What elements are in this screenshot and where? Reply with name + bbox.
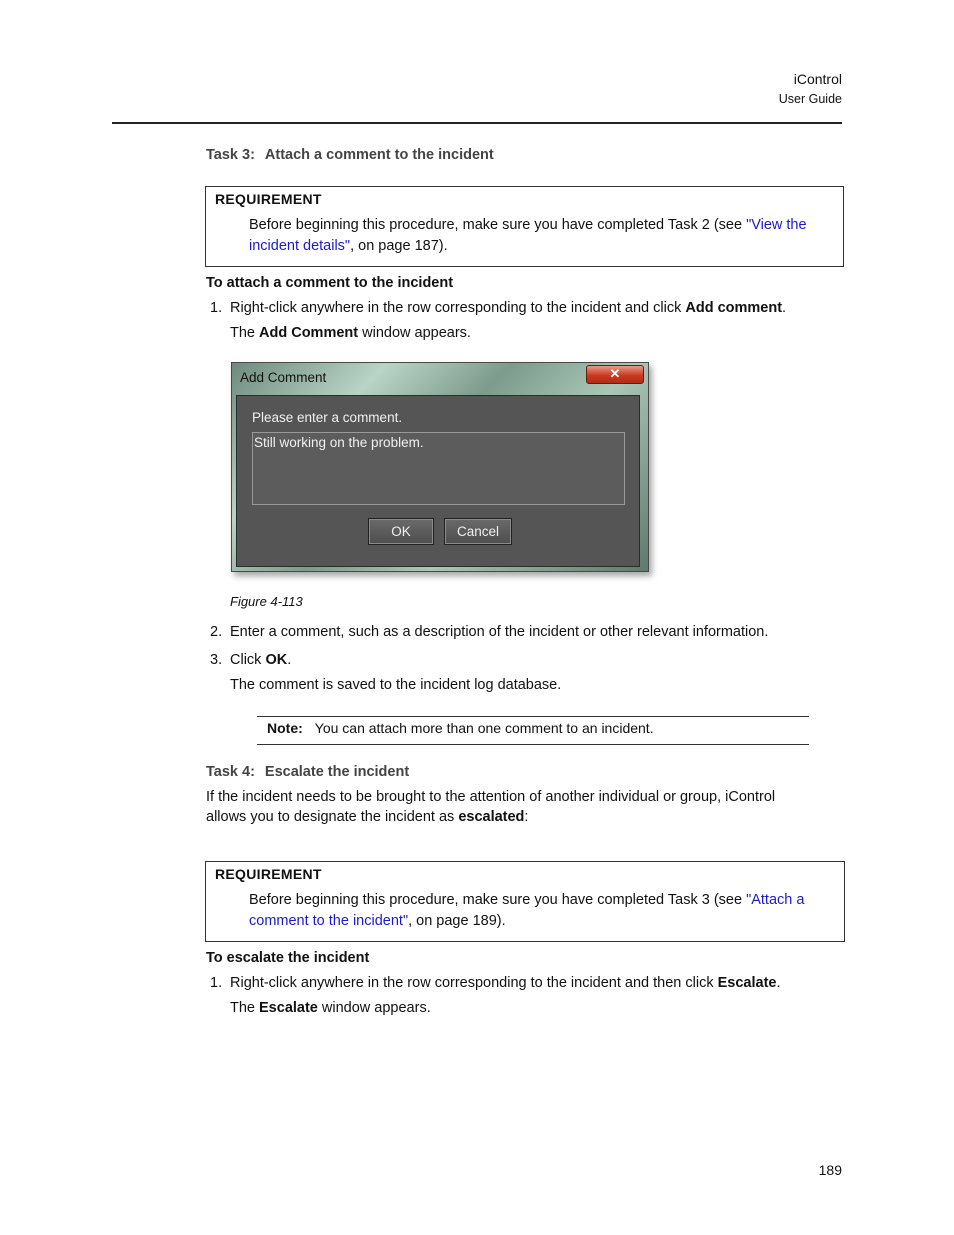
task3-title: Attach a comment to the incident (264, 147, 494, 163)
dialog-close-button[interactable]: ✕ (586, 365, 644, 384)
note-label: Note: (267, 720, 303, 736)
step1-text-a: Right-click anywhere in the row corresponding to the incident and click (230, 300, 686, 316)
t4-step1-result-post: window appears. (317, 1000, 431, 1016)
note-bottom-rule (257, 744, 809, 745)
link-view-incident-details[interactable]: "View the incident details" (249, 217, 807, 254)
task4-intro-line2 (206, 809, 528, 825)
task3-heading (206, 147, 494, 163)
t4-step1-result-bold: Escalate (259, 1000, 318, 1016)
task3-procedure-title: To attach a comment to the incident (206, 275, 454, 291)
task4-step1-text (230, 975, 781, 991)
task3-step2-number: 2. (210, 624, 223, 640)
requirement-label: REQUIREMENT (215, 866, 322, 882)
step1-result-pre: The (230, 325, 260, 341)
link-attach-comment[interactable]: "Attach a comment to the incident" (249, 892, 805, 929)
dialog-prompt: Please enter a comment. (252, 410, 403, 425)
requirement-text (249, 215, 814, 257)
task4-step1-number: 1. (210, 975, 223, 991)
t4-step1-text-b: . (776, 975, 781, 991)
requirement-text-before: Before beginning this procedure, make sure you have completed Task 3 (see (249, 892, 747, 908)
task4-title: Escalate the incident (264, 764, 410, 780)
add-comment-dialog (231, 362, 649, 572)
step1-result-bold: Add Comment (259, 325, 359, 341)
cancel-button[interactable]: Cancel (444, 518, 512, 545)
step1-text-b: . (782, 300, 787, 316)
header-rule (112, 122, 842, 124)
requirement-label: REQUIREMENT (215, 191, 322, 207)
task3-step2-text: Enter a comment, such as a description of the incident or other relevant information. (230, 624, 769, 640)
t4-step1-text-a: Right-click anywhere in the row corresponding to the incident and then click (230, 975, 718, 991)
t4-step1-result-pre: The (230, 1000, 260, 1016)
t4-step1-bold: Escalate (717, 975, 777, 991)
intro-bold: escalated (458, 809, 525, 825)
ok-button[interactable]: OK (368, 518, 434, 545)
header-title: iControl (793, 71, 842, 87)
task3-step1-result (230, 325, 471, 341)
step1-result-post: window appears. (358, 325, 471, 341)
task3-step3-result: The comment is saved to the incident log database. (230, 677, 562, 693)
task4-heading (206, 764, 409, 780)
task3-number: Task 3: (206, 147, 255, 163)
step3-pre: Click (230, 652, 266, 668)
header-subtitle: User Guide (778, 92, 842, 106)
requirement-text-before: Before beginning this procedure, make sure you have completed Task 2 (see (249, 217, 747, 233)
step1-bold: Add comment (685, 300, 783, 316)
step3-bold: OK (265, 652, 288, 668)
task3-step1-text (230, 300, 786, 316)
step3-post: . (287, 652, 292, 668)
intro-line2-pre: allows you to designate the incident as (206, 809, 459, 825)
dialog-title: Add Comment (240, 370, 327, 385)
task4-intro-line1: If the incident needs to be brought to the attention of another individual or group, iControl (206, 789, 776, 805)
note-top-rule (257, 716, 809, 717)
dialog-body (236, 395, 640, 567)
task3-requirement-box (205, 186, 844, 267)
note-text: You can attach more than one comment to an incident. (314, 720, 654, 736)
task3-step3-number: 3. (210, 652, 223, 668)
task4-step1-result (230, 1000, 431, 1016)
task3-step1-number: 1. (210, 300, 223, 316)
comment-input[interactable]: Still working on the problem. (252, 432, 625, 505)
note (267, 720, 654, 736)
requirement-text (249, 890, 814, 932)
requirement-text-after: , on page 187). (350, 238, 448, 254)
requirement-text-after: , on page 189). (408, 913, 506, 929)
figure-caption: Figure 4-113 (230, 594, 303, 609)
task4-requirement-box (205, 861, 845, 942)
task3-step3-text (230, 652, 291, 668)
task4-procedure-title: To escalate the incident (206, 950, 370, 966)
task4-number: Task 4: (206, 764, 255, 780)
page-number: 189 (818, 1162, 842, 1178)
intro-post: : (524, 809, 529, 825)
